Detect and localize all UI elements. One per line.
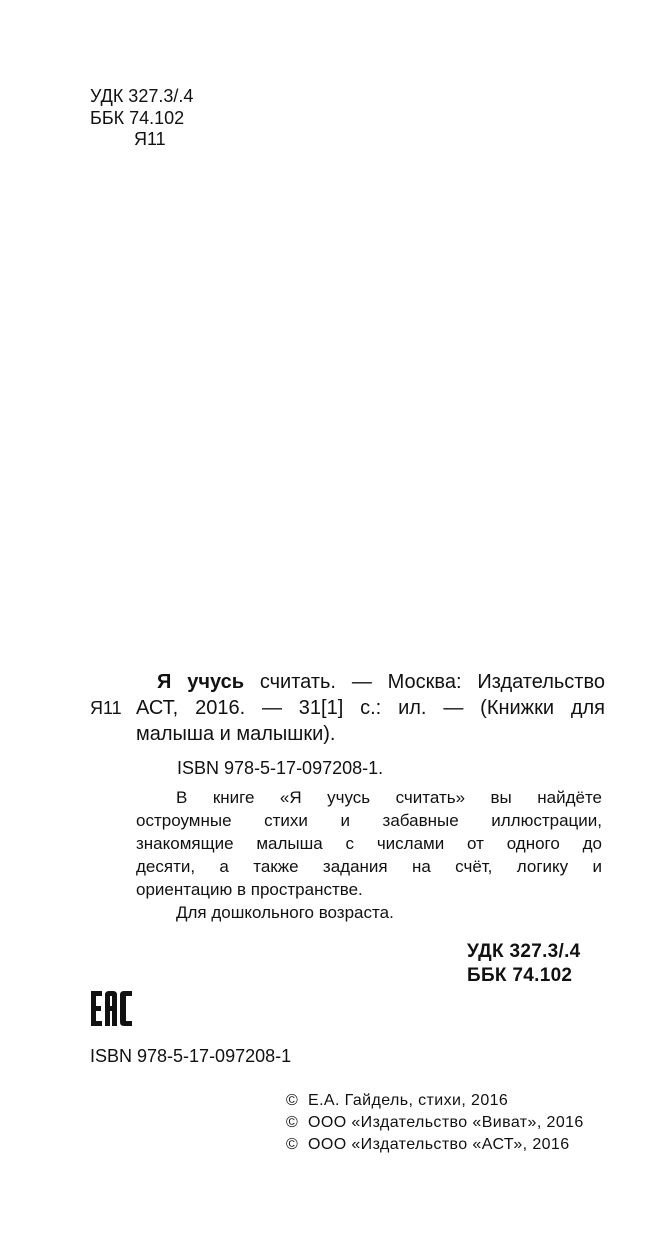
- copyright-symbol: ©: [286, 1092, 299, 1109]
- annotation-line-4: десяти, а также задания на счёт, логику и: [136, 857, 602, 876]
- eac-logo-icon: [90, 990, 133, 1027]
- udk-code: УДК 327.3/.4: [90, 86, 194, 106]
- annotation-line-6: Для дошкольного возраста.: [176, 903, 394, 922]
- isbn-bottom: ISBN 978-5-17-097208-1: [90, 1046, 292, 1066]
- annotation-line-5: ориентацию в пространстве.: [136, 880, 363, 899]
- copyright-symbol: ©: [286, 1114, 299, 1131]
- udk-code-bold: УДК 327.3/.4: [467, 941, 581, 962]
- book-title-bold: Я учусь: [157, 671, 244, 693]
- author-mark: Я11: [134, 129, 166, 149]
- copyright-symbol: ©: [286, 1136, 299, 1153]
- description-line-3: малыша и малышки).: [136, 723, 336, 745]
- annotation-line-1: В книге «Я учусь считать» вы найдёте: [176, 788, 602, 807]
- bbk-code: ББК 74.102: [90, 107, 185, 128]
- description-line-1: [136, 669, 605, 695]
- copyright-line-3: © ООО «Издательство «АСТ», 2016: [286, 1134, 584, 1156]
- bibliographic-description: [136, 669, 605, 747]
- bold-classification-codes: [467, 940, 581, 988]
- top-classification-codes: [90, 86, 193, 151]
- copyright-line-2: © ООО «Издательство «Виват», 2016: [286, 1112, 584, 1134]
- annotation-line-3: знакомящие малыша с числами от одного до: [136, 834, 602, 853]
- isbn-main: ISBN 978-5-17-097208-1.: [177, 758, 384, 778]
- side-author-mark: Я11: [90, 698, 122, 718]
- description-line-2: АСТ, 2016. — 31[1] с.: ил. — (Книжки для: [136, 697, 605, 719]
- annotation: [136, 786, 602, 924]
- annotation-line-2: остроумные стихи и забавные иллюстрации,: [136, 811, 602, 830]
- description-line-1-rest: считать. — Москва: Издательство: [244, 671, 605, 693]
- copyright-block: [286, 1090, 584, 1156]
- bbk-code-bold: ББК 74.102: [467, 965, 573, 986]
- copyright-line-1: © Е.А. Гайдель, стихи, 2016: [286, 1090, 584, 1112]
